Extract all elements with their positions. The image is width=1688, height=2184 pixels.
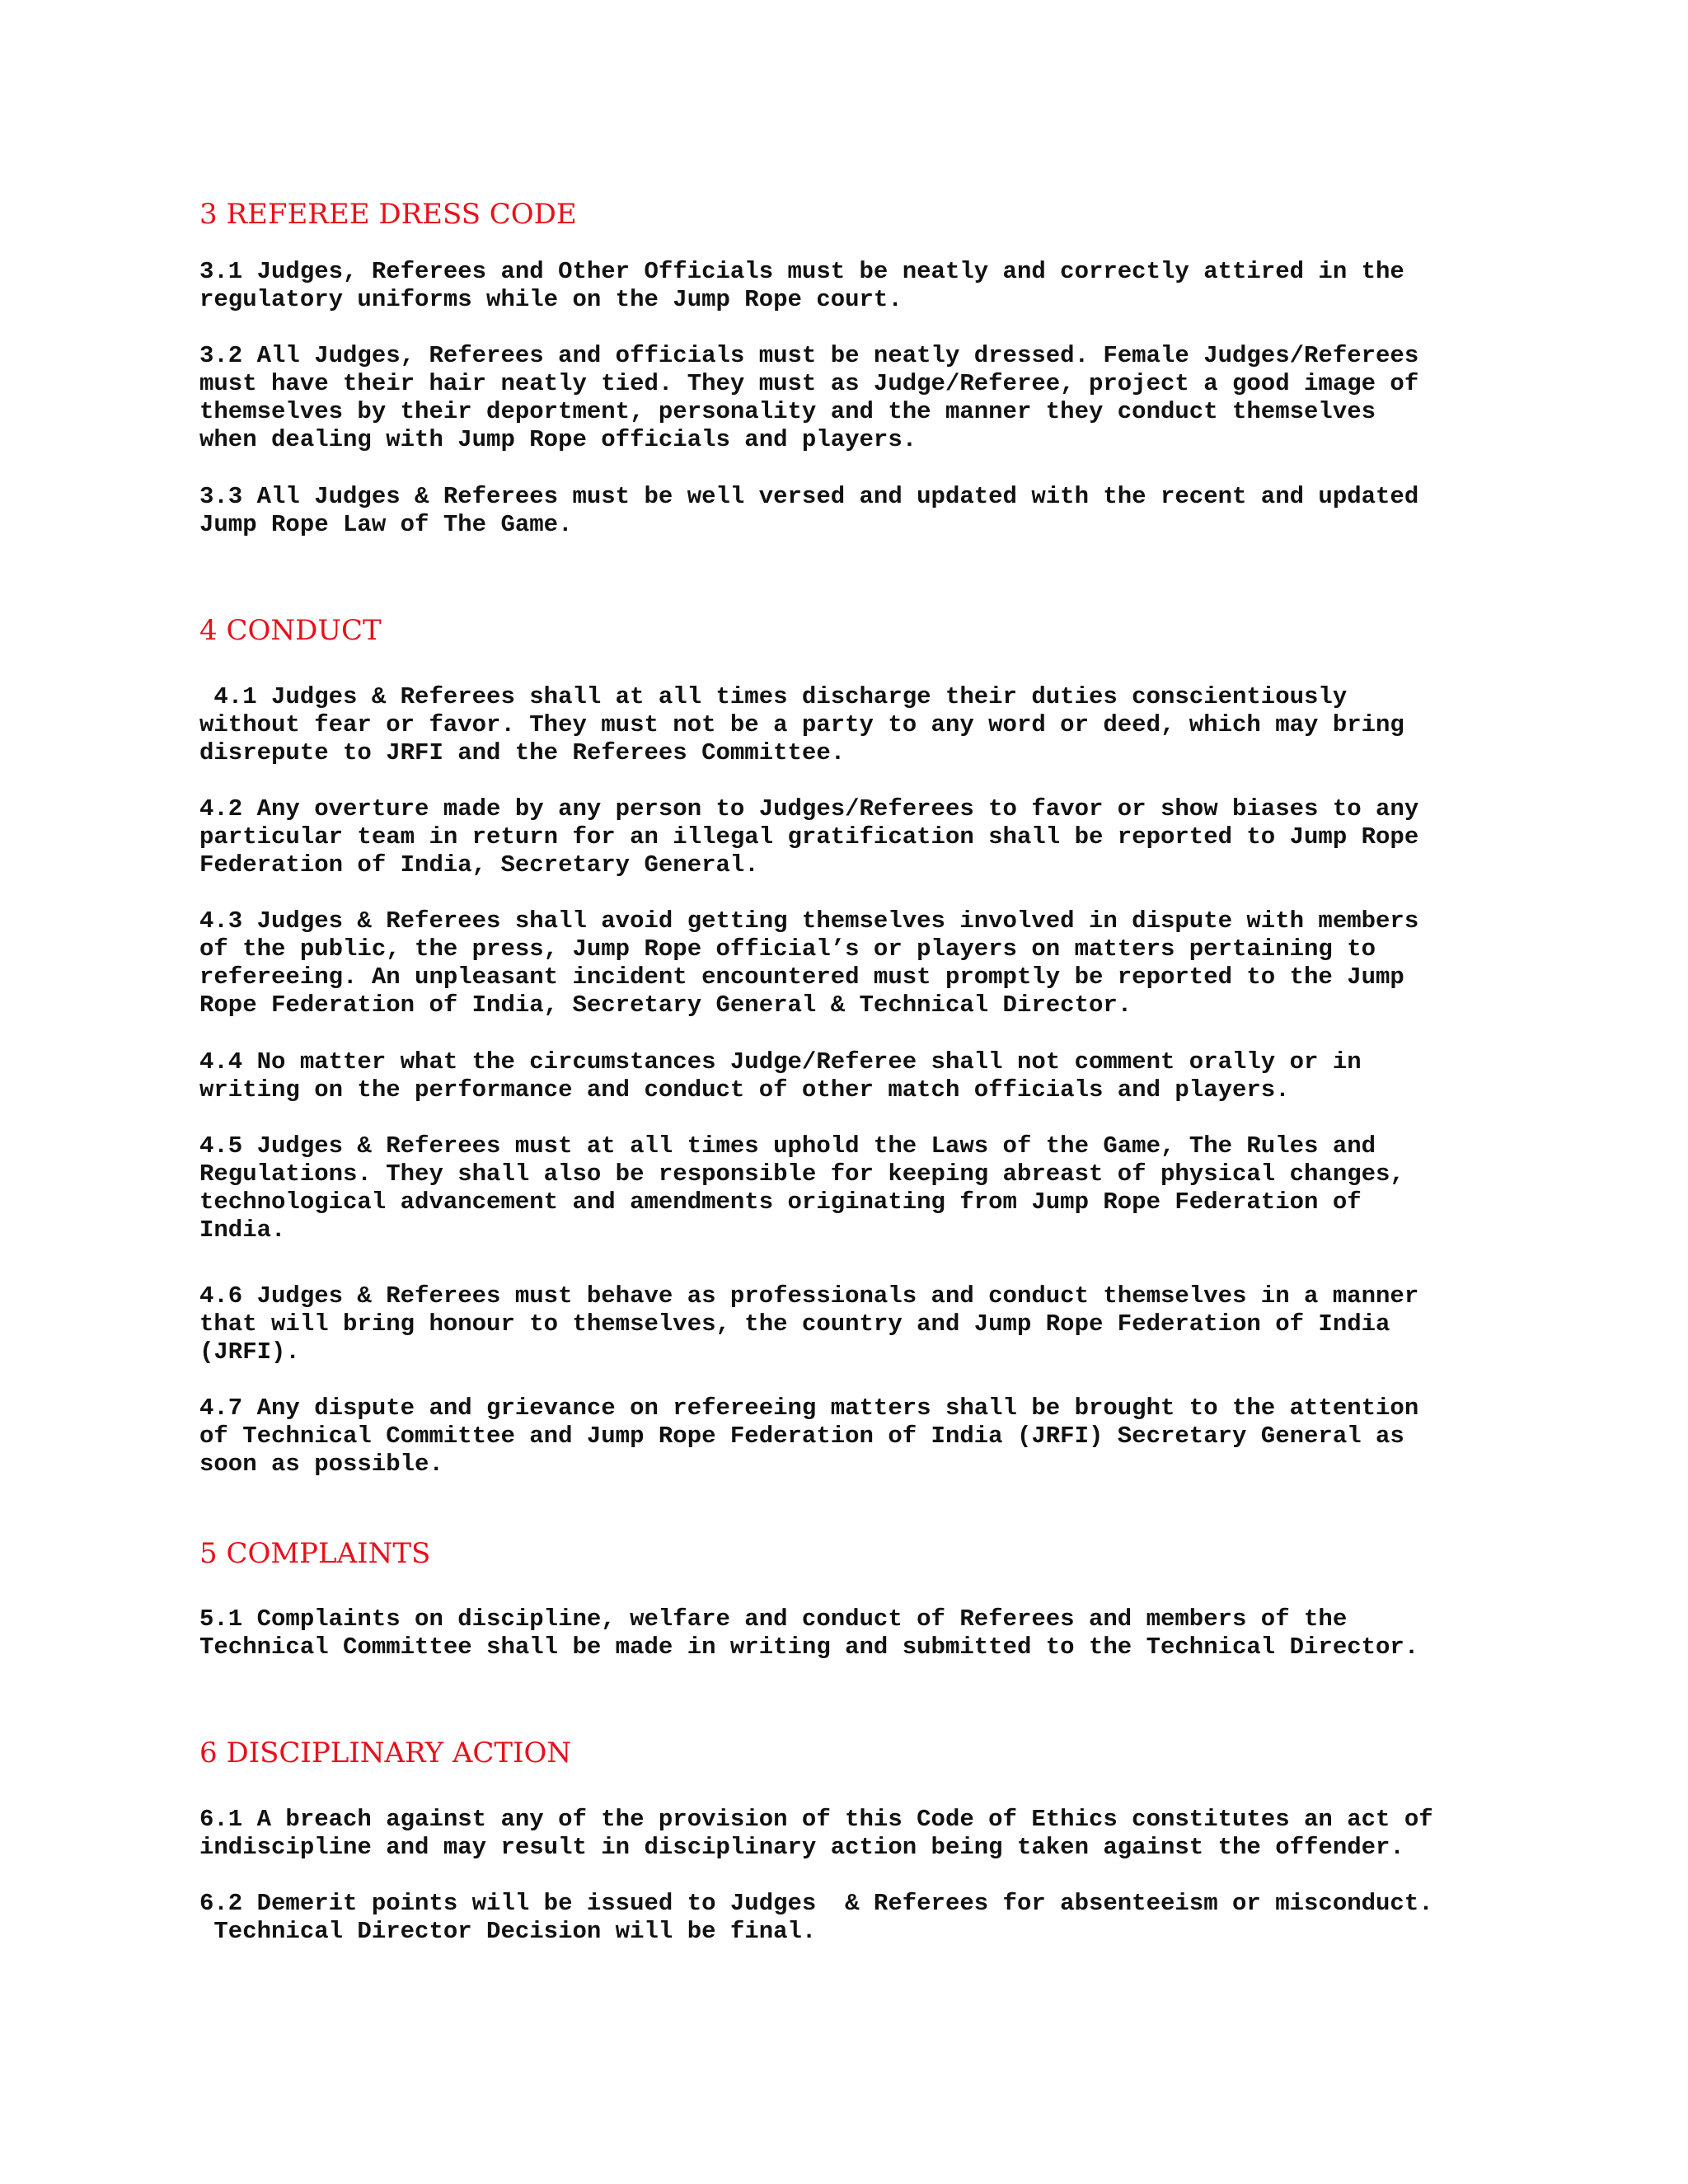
paragraph-3-3 (199, 483, 1518, 539)
paragraph-4-5 (199, 1132, 1518, 1244)
paragraph-4-2 (199, 795, 1518, 879)
paragraph-4-7 (199, 1394, 1518, 1479)
paragraph-text: 4.3 Judges & Referees shall avoid getting themselves involved in dispute with members of the public, the press, Jump Rope official’s or players on matters pertaining to refereeing. An unpleasant incident encountered must promptly be reported to the Jump Rope Federation of India, Secretary General & Technical Director. (199, 907, 1419, 1019)
paragraph-text: 3.3 All Judges & Referees must be well versed and updated with the recent and updated Jump Rope Law of The Game. (199, 483, 1419, 538)
paragraph-text: 6.2 Demerit points will be issued to Judges & Referees for absenteeism or misconduct. Technical Director Decision will be final. (199, 1890, 1433, 1945)
paragraph-text: 4.2 Any overture made by any person to Judges/Referees to favor or show biases to any particular team in return for an illegal gratification shall be reported to Jump Rope Federation of India, Secretary General. (199, 795, 1419, 879)
section-complaints (199, 1537, 1518, 1570)
paragraph-4-4 (199, 1048, 1518, 1104)
section-heading: 4 CONDUCT (199, 614, 382, 647)
paragraph-4-3 (199, 907, 1518, 1019)
paragraph-text: 3.1 Judges, Referees and Other Officials must be neatly and correctly attired in the regulatory uniforms while on the Jump Rope court. (199, 258, 1404, 313)
paragraph-6-2 (199, 1890, 1518, 1946)
paragraph-text: 4.7 Any dispute and grievance on refereeing matters shall be brought to the attention of Technical Committee and Jump Rope Federation of India (JRFI) Secretary General as soon as possible. (199, 1394, 1419, 1478)
paragraph-4-1 (199, 683, 1518, 767)
paragraph-3-2 (199, 342, 1518, 454)
section-heading: 3 REFEREE DRESS CODE (199, 198, 577, 231)
section-disciplinary-action (199, 1736, 1518, 1769)
section-referee-dress-code (199, 198, 1518, 231)
paragraph-text: 4.4 No matter what the circumstances Judge/Referee shall not comment orally or in writing on the performance and conduct of other match officials and players. (199, 1048, 1362, 1104)
paragraph-text: 4.1 Judges & Referees shall at all times discharge their duties conscientiously without fear or favor. They must not be a party to any word or deed, which may bring disrepute to JRFI and the Referees Committee. (199, 683, 1404, 766)
section-heading: 5 COMPLAINTS (199, 1537, 431, 1570)
section-conduct (199, 614, 1518, 647)
paragraph-5-1 (199, 1605, 1518, 1661)
section-heading: 6 DISCIPLINARY ACTION (199, 1736, 572, 1769)
paragraph-3-1 (199, 258, 1518, 314)
paragraph-text: 3.2 All Judges, Referees and officials must be neatly dressed. Female Judges/Referees must have their hair neatly tied. They must as Judge/Referee, project a good image of themselves by their deportment, personality and the manner they conduct themselves when dealing with Jump Rope officials and players. (199, 342, 1419, 453)
paragraph-text: 6.1 A breach against any of the provision of this Code of Ethics constitutes an act of indiscipline and may result in disciplinary action being taken against the offender. (199, 1806, 1433, 1861)
paragraph-4-6 (199, 1282, 1518, 1366)
paragraph-text: 4.5 Judges & Referees must at all times uphold the Laws of the Game, The Rules and Regulations. They shall also be responsible for keeping abreast of physical changes, technological advancement and amendments originating from Jump Rope Federation of India. (199, 1132, 1404, 1244)
paragraph-6-1 (199, 1806, 1518, 1862)
paragraph-text: 4.6 Judges & Referees must behave as professionals and conduct themselves in a manner that will bring honour to themselves, the country and Jump Rope Federation of India (JRFI). (199, 1282, 1419, 1366)
paragraph-text: 5.1 Complaints on discipline, welfare and conduct of Referees and members of the Technical Committee shall be made in writing and submitted to the Technical Director. (199, 1605, 1419, 1661)
